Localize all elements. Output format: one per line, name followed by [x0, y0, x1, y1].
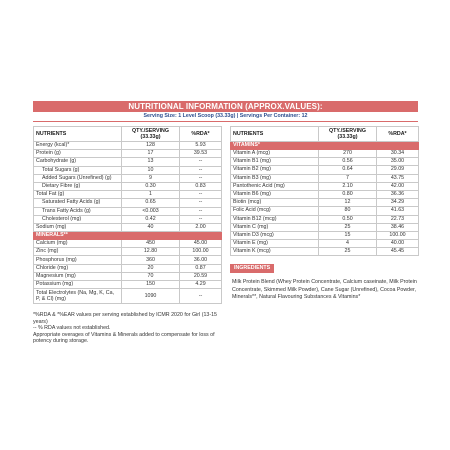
nutrients-table: [33, 126, 222, 304]
nutrient-name: Energy (kcal)*: [34, 142, 122, 150]
nutrient-rda: 34.29: [377, 199, 419, 207]
header-qty: QTY./SERVING (33.33g): [122, 127, 180, 142]
nutrition-title: NUTRITIONAL INFORMATION (APPROX.VALUES):: [33, 101, 418, 112]
nutrient-qty: 128: [122, 142, 180, 150]
nutrient-name: Vitamin B1 (mg): [231, 158, 319, 166]
nutrient-rda: 43.75: [377, 174, 419, 182]
nutrient-name: Folic Acid (mcg): [231, 207, 319, 215]
nutrient-name: Magnesium (mg): [34, 272, 122, 280]
table-row: [231, 207, 419, 215]
nutrient-name: Vitamin A (mcg): [231, 150, 319, 158]
nutrient-name: Biotin (mcg): [231, 199, 319, 207]
table-row: [34, 207, 222, 215]
nutrient-qty: 0.56: [319, 158, 377, 166]
table-row: [231, 182, 419, 190]
nutrient-name: Trans Fatty Acids (g): [34, 207, 122, 215]
header-nutrients: NUTRIENTS: [34, 127, 122, 142]
nutrient-name: Vitamin D3 (mcg): [231, 231, 319, 239]
nutrient-rda: --: [180, 199, 222, 207]
table-row: [34, 182, 222, 190]
nutrient-rda: 42.00: [377, 182, 419, 190]
nutrient-name: Total Electrolytes (Na, Mg, K, Ca, P, & Cl) (mg): [34, 289, 122, 304]
header-nutrients: NUTRIENTS: [231, 127, 319, 142]
nutrient-rda: 36.36: [377, 190, 419, 198]
footnote: -- % RDA values not established.: [33, 325, 111, 332]
nutrient-rda: 2.00: [180, 223, 222, 231]
table-row: [34, 281, 222, 289]
table-row: [34, 272, 222, 280]
nutrient-name: Carbohydrate (g): [34, 158, 122, 166]
nutrient-name: Dietary Fibre (g): [34, 182, 122, 190]
nutrient-name: Saturated Fatty Acids (g): [34, 199, 122, 207]
table-row: [34, 248, 222, 256]
header-rda: %RDA*: [377, 127, 419, 142]
nutrient-qty: 70: [122, 272, 180, 280]
nutrient-rda: --: [180, 289, 222, 304]
nutrient-rda: 100.00: [180, 248, 222, 256]
table-row: [231, 215, 419, 223]
nutrient-name: Vitamin B3 (mg): [231, 174, 319, 182]
nutrient-qty: 80: [319, 207, 377, 215]
vitamins-table: [230, 126, 419, 256]
table-row: [231, 166, 419, 174]
nutrient-qty: 7: [319, 174, 377, 182]
nutrient-rda: 30.34: [377, 150, 419, 158]
nutrient-name: Chloride (mg): [34, 264, 122, 272]
nutrient-name: Calcium (mg): [34, 240, 122, 248]
ingredients-text: Milk Protein Blend (Whey Protein Concentrate, Calcium caseinate, Milk Protein Concentrate, Skimmed Milk Powder), Cane Sugar (Unrefined), Cocoa Powder, Minerals**, Natural Flavouring Substances & Vitamins*: [232, 279, 417, 301]
nutrient-qty: 15: [319, 231, 377, 239]
nutrient-rda: 22.73: [377, 215, 419, 223]
nutrient-qty: 40: [122, 223, 180, 231]
nutrient-name: Cholesterol (mg): [34, 215, 122, 223]
nutrient-qty: 450: [122, 240, 180, 248]
table-row: [34, 142, 222, 150]
nutrient-name: Vitamin B2 (mg): [231, 166, 319, 174]
nutrient-qty: 270: [319, 150, 377, 158]
vitamins-section-label: VITAMINS*: [231, 142, 419, 150]
nutrient-rda: 45.00: [180, 240, 222, 248]
table-row: [231, 248, 419, 256]
nutrient-rda: 36.00: [180, 256, 222, 264]
nutrient-qty: 0.64: [319, 166, 377, 174]
table-row: [34, 264, 222, 272]
nutrient-qty: 17: [122, 150, 180, 158]
table-row: [34, 289, 222, 304]
nutrient-name: Total Fat (g): [34, 191, 122, 199]
nutrients-body: [34, 142, 222, 304]
vitamins-header-row: [231, 127, 419, 142]
nutrient-rda: 29.09: [377, 166, 419, 174]
nutrient-name: Added Sugars (Unrefined) (g): [34, 174, 122, 182]
nutrition-panel: [33, 101, 418, 345]
nutrient-rda: --: [180, 166, 222, 174]
table-row: [34, 166, 222, 174]
nutrient-rda: 45.45: [377, 248, 419, 256]
nutrient-qty: 25: [319, 223, 377, 231]
nutrient-rda: --: [180, 207, 222, 215]
table-row: [34, 150, 222, 158]
nutrient-name: Phosphorus (mg): [34, 256, 122, 264]
table-row: [231, 199, 419, 207]
tables-row: [33, 126, 418, 345]
left-column: [33, 126, 221, 345]
nutrient-qty: 0.50: [319, 215, 377, 223]
nutrient-qty: 2.10: [319, 182, 377, 190]
table-row: [231, 240, 419, 248]
nutrient-qty: 0.80: [319, 190, 377, 198]
table-row: [34, 240, 222, 248]
nutrient-qty: 12: [319, 199, 377, 207]
nutrient-name: Total Sugars (g): [34, 166, 122, 174]
nutrient-qty: 360: [122, 256, 180, 264]
minerals-section-label: MINERALS**: [34, 232, 222, 240]
nutrient-qty: 150: [122, 281, 180, 289]
nutrient-rda: 20.59: [180, 272, 222, 280]
nutrients-header-row: [34, 127, 222, 142]
nutrient-rda: --: [180, 174, 222, 182]
nutrient-qty: 0.42: [122, 215, 180, 223]
footnote: Appropriate overages of Vitamins & Minerals added to compensate for loss of potency during storage.: [33, 331, 215, 345]
table-row: [34, 158, 222, 166]
ingredients-heading: INGREDIENTS: [230, 264, 274, 273]
table-row: [231, 223, 419, 231]
vitamins-body: [231, 142, 419, 256]
nutrient-name: Potassium (mg): [34, 281, 122, 289]
nutrient-rda: 38.46: [377, 223, 419, 231]
nutrient-rda: 0.83: [180, 182, 222, 190]
table-row: [231, 190, 419, 198]
minerals-section: [34, 232, 222, 240]
nutrient-qty: 4: [319, 240, 377, 248]
table-row: [231, 150, 419, 158]
nutrient-rda: 4.29: [180, 281, 222, 289]
header-rda: %RDA*: [180, 127, 222, 142]
table-row: [231, 174, 419, 182]
nutrient-name: Vitamin K (mcg): [231, 248, 319, 256]
nutrient-qty: 0.65: [122, 199, 180, 207]
table-row: [34, 256, 222, 264]
table-row: [34, 223, 222, 231]
table-row: [34, 215, 222, 223]
nutrient-name: Vitamin C (mg): [231, 223, 319, 231]
footnotes: [33, 312, 221, 345]
nutrient-qty: 13: [122, 158, 180, 166]
table-row: [231, 158, 419, 166]
nutrient-qty: 1: [122, 191, 180, 199]
nutrient-rda: 41.63: [377, 207, 419, 215]
footnote: *%RDA & *%EAR values per serving established by ICMR 2020 for Girl (13-15 years): [33, 312, 217, 325]
nutrient-name: Protein (g): [34, 150, 122, 158]
nutrient-qty: 25: [319, 248, 377, 256]
right-column: [230, 126, 418, 345]
table-row: [34, 199, 222, 207]
nutrient-qty: 10: [122, 166, 180, 174]
table-row: [34, 174, 222, 182]
nutrient-qty: 0.30: [122, 182, 180, 190]
nutrient-rda: 5.93: [180, 142, 222, 150]
nutrient-name: Sodium (mg): [34, 223, 122, 231]
nutrient-qty: <0.003: [122, 207, 180, 215]
nutrient-rda: --: [180, 158, 222, 166]
serving-info: Serving Size: 1 Level Scoop (33.33g) | Servings Per Container: 12: [33, 112, 418, 122]
nutrient-rda: 39.53: [180, 150, 222, 158]
nutrient-rda: --: [180, 191, 222, 199]
nutrient-qty: 12.80: [122, 248, 180, 256]
nutrient-rda: 40.00: [377, 240, 419, 248]
nutrient-rda: 100.00: [377, 231, 419, 239]
nutrient-name: Vitamin B12 (mcg): [231, 215, 319, 223]
nutrient-name: Pantothenic Acid (mg): [231, 182, 319, 190]
nutrient-qty: 9: [122, 174, 180, 182]
header-qty: QTY./SERVING (33.33g): [319, 127, 377, 142]
table-row: [231, 231, 419, 239]
nutrient-qty: 1090: [122, 289, 180, 304]
nutrient-name: Zinc (mg): [34, 248, 122, 256]
nutrient-name: Vitamin B6 (mg): [231, 190, 319, 198]
nutrient-rda: 35.00: [377, 158, 419, 166]
nutrient-rda: --: [180, 215, 222, 223]
table-row: [34, 191, 222, 199]
vitamins-section: [231, 142, 419, 150]
nutrient-qty: 20: [122, 264, 180, 272]
nutrient-rda: 0.87: [180, 264, 222, 272]
nutrient-name: Vitamin E (mg): [231, 240, 319, 248]
